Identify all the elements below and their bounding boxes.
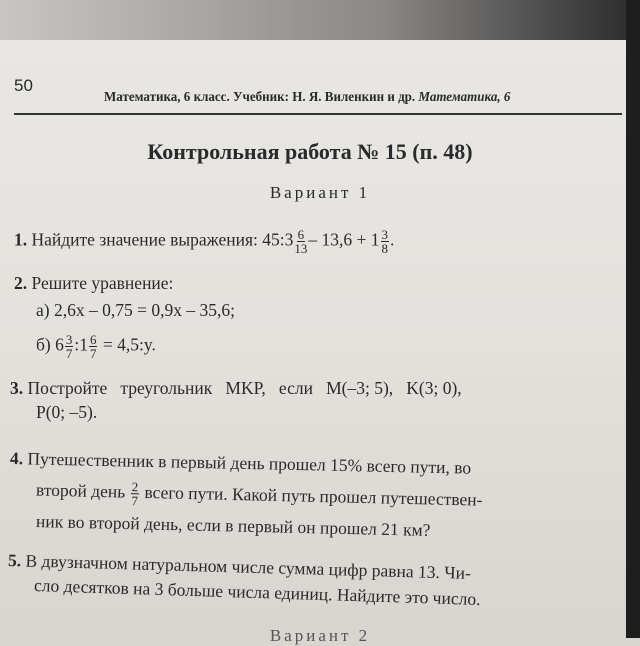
header-rule — [14, 113, 622, 115]
page-edge — [626, 0, 640, 638]
page-number: 50 — [14, 76, 33, 95]
task-text: . — [390, 229, 395, 250]
task-text: Путешественник в первый день прошел 15% всего пути, во — [27, 448, 472, 478]
task-text: Найдите значение выражения: 45:3 — [31, 229, 294, 250]
numerator: 3 — [381, 227, 389, 242]
fraction — [65, 333, 74, 360]
task-text: – 13,6 + 1 — [308, 229, 380, 250]
denominator: 7 — [131, 493, 139, 509]
next-variant-heading: Вариант 2 — [269, 626, 371, 645]
task-number: 1. — [14, 229, 28, 250]
task-number: 3. — [10, 378, 24, 398]
numerator: 3 — [65, 332, 73, 347]
fraction — [89, 333, 98, 360]
task-3-line2: P(0; –5). — [36, 402, 98, 422]
task-text: В двузначном натуральном числе сумма цифр равна 13. Чи- — [25, 550, 472, 583]
task-3 — [10, 378, 462, 399]
fraction — [381, 228, 390, 255]
task-text: :1 — [74, 334, 88, 355]
denominator: 8 — [381, 241, 389, 256]
task-2 — [14, 273, 173, 294]
task-text: б) 6 — [36, 334, 64, 355]
task-number: 5. — [7, 550, 22, 571]
task-text: всего пути. Какой путь прошел путешествен- — [144, 481, 483, 510]
denominator: 7 — [65, 346, 73, 361]
task-5-line2: сло десятков на 3 больше числа единиц. Найдите это число. — [33, 575, 481, 610]
header-italic: Математика, 6 — [418, 90, 511, 105]
task-number: 4. — [9, 448, 24, 469]
task-1 — [14, 228, 394, 255]
numerator: 6 — [89, 332, 97, 347]
numerator: 6 — [297, 227, 305, 242]
task-text: Постройте треугольник MKP, если M(–3; 5), K(3; 0), — [27, 378, 462, 398]
running-header — [104, 90, 510, 106]
header-text: Математика, 6 класс. Учебник: Н. Я. Виленкин и др. — [104, 90, 416, 105]
denominator: 13 — [294, 241, 308, 256]
task-number: 2. — [14, 273, 28, 293]
fraction — [130, 480, 139, 507]
task-2b — [36, 333, 156, 360]
task-text: = 4,5:y. — [102, 334, 156, 355]
task-2a: а) 2,6x – 0,75 = 0,9x – 35,6; — [36, 300, 235, 320]
variant-heading: Вариант 1 — [269, 183, 371, 202]
task-text: Решите уравнение: — [31, 273, 174, 293]
task-4-line3: ник во второй день, если в первый он прошел 21 км? — [35, 511, 431, 540]
denominator: 7 — [89, 346, 97, 361]
fraction — [294, 228, 307, 255]
numerator: 2 — [131, 479, 139, 495]
task-text: второй день — [35, 479, 126, 502]
page-title: Контрольная работа № 15 (п. 48) — [147, 139, 473, 164]
